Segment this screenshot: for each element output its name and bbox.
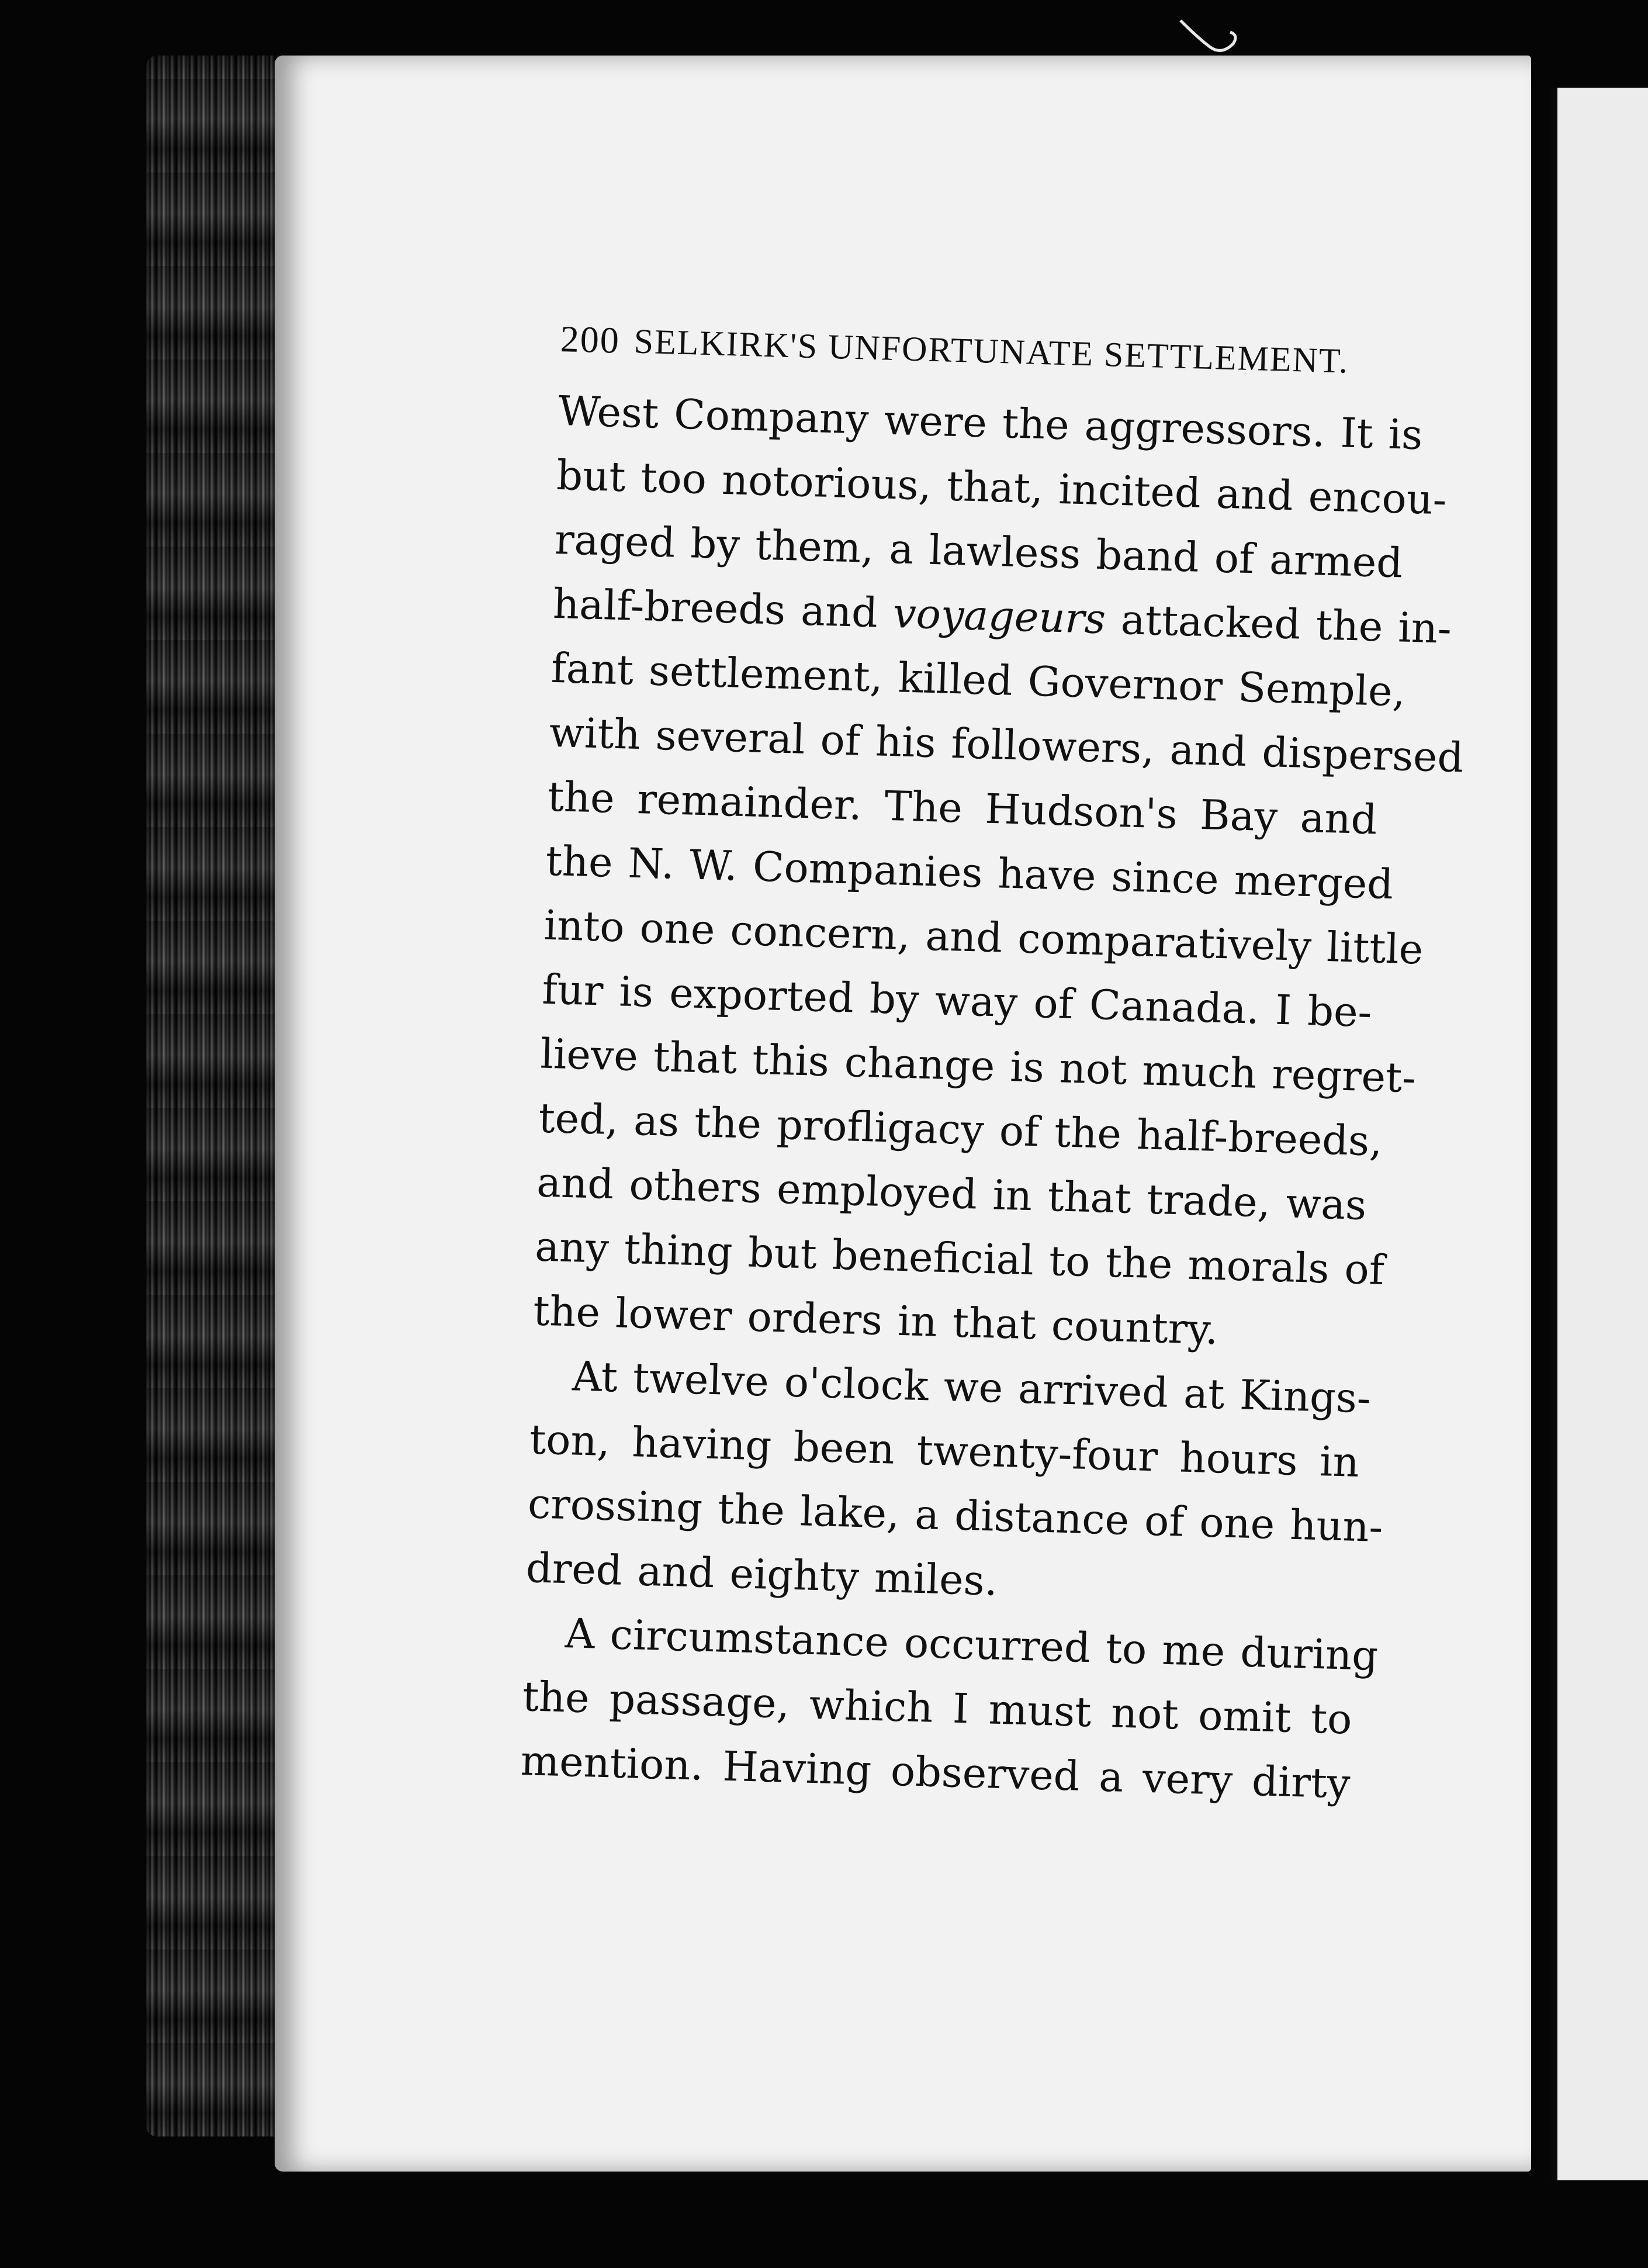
text-line: fant settlement, killed Governor Semple, xyxy=(551,644,1406,716)
text-line: half-breeds and voyageurs attacked the in- xyxy=(552,579,1452,653)
text-line: crossing the lake, a distance of one hun- xyxy=(527,1479,1384,1552)
text-line: and others employed in that trade, was xyxy=(536,1158,1367,1230)
text-line: the passage, which I must not omit to xyxy=(521,1672,1353,1744)
page-number: 200 xyxy=(559,317,621,361)
body-text xyxy=(520,379,1464,1816)
text-line: fur is exported by way of Canada. I be- xyxy=(541,965,1373,1037)
adjacent-page-strip xyxy=(1552,88,1648,2180)
text-line: mention. Having observed a very dirty xyxy=(520,1737,1351,1808)
text-line: At twelve o'clock we arrived at Kings- xyxy=(572,1352,1372,1423)
paragraph xyxy=(525,1343,1384,1623)
text-line: ted, as the profligacy of the half-breeds, xyxy=(538,1094,1383,1166)
text-line: any thing but beneficial to the morals of xyxy=(534,1222,1385,1294)
text-line: lieve that this change is not much regret- xyxy=(539,1029,1417,1102)
text-line: into one concern, and comparatively little xyxy=(543,901,1424,974)
running-head-title: SELKIRK'S UNFORTUNATE SETTLEMENT. xyxy=(633,321,1350,381)
text-line: with several of his followers, and dispersed xyxy=(548,708,1464,782)
pen-mark-icon xyxy=(1175,15,1245,61)
book-fore-edge xyxy=(146,56,292,2136)
page-text xyxy=(520,316,1464,1816)
text-line: dred and eighty miles. xyxy=(525,1544,999,1605)
text-line: the lower orders in that country. xyxy=(532,1287,1219,1354)
text-line: the remainder. The Hudson's Bay and xyxy=(546,772,1378,844)
text-line: West Company were the aggressors. It is xyxy=(558,386,1424,459)
paragraph xyxy=(532,379,1464,1366)
paragraph xyxy=(520,1600,1379,1816)
text-line: ton, having been twenty-four hours in xyxy=(529,1415,1360,1486)
text-line: the N. W. Companies have since merged xyxy=(545,836,1394,909)
italic-word: voyageurs xyxy=(892,589,1106,644)
text-line: but too notorious, that, incited and encou- xyxy=(556,451,1448,524)
text-line: raged by them, a lawless band of armed xyxy=(554,515,1404,587)
text-line: A circumstance occurred to me during xyxy=(564,1609,1379,1680)
